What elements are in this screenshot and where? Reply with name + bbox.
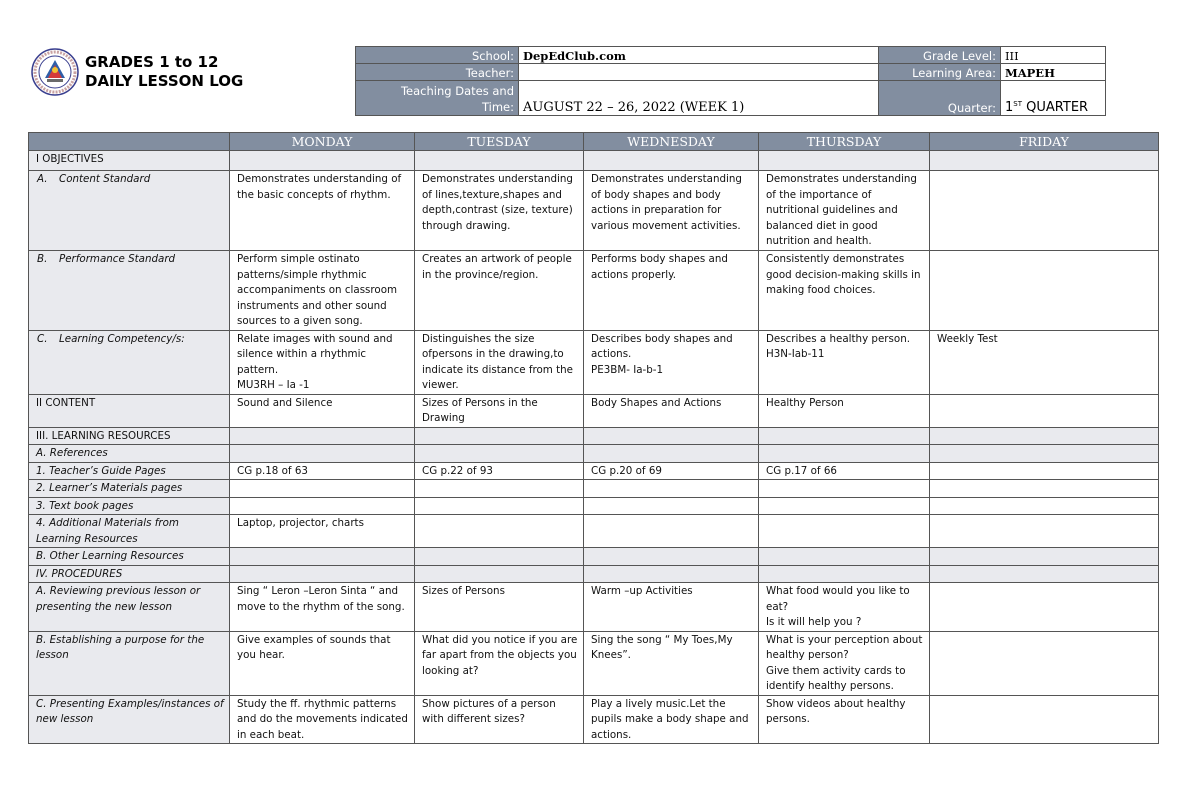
cell-monday: Perform simple ostinato patterns/simple rhythmic accompaniments on classroom instruments and other sound sources to a given song. bbox=[230, 251, 415, 331]
cell-wednesday: Play a lively music.Let the pupils make a body shape and actions. bbox=[584, 695, 759, 744]
row-label: C. Learning Competency/s: bbox=[29, 330, 230, 394]
cell-monday: Laptop, projector, charts bbox=[230, 515, 415, 548]
day-tuesday: TUESDAY bbox=[415, 133, 584, 151]
row-label: B. Other Learning Resources bbox=[29, 548, 230, 566]
row-label: IV. PROCEDURES bbox=[29, 565, 230, 583]
learning-area-value: MAPEH bbox=[1001, 64, 1106, 81]
cell-thursday: CG p.17 of 66 bbox=[759, 462, 930, 480]
cell-thursday: What is your perception about healthy person? Give them activity cards to identify healthy persons. bbox=[759, 631, 930, 695]
cell-wednesday bbox=[584, 515, 759, 548]
cell-thursday bbox=[759, 515, 930, 548]
cell-thursday: Show videos about healthy persons. bbox=[759, 695, 930, 744]
cell-tuesday bbox=[415, 515, 584, 548]
cell-friday bbox=[930, 394, 1159, 427]
document-title bbox=[85, 53, 243, 91]
cell-tuesday: Distinguishes the size ofpersons in the drawing,to indicate its distance from the viewer. bbox=[415, 330, 584, 394]
cell-friday bbox=[930, 251, 1159, 331]
other-resources-row bbox=[29, 548, 1159, 566]
teacher-label: Teacher: bbox=[356, 64, 519, 81]
row-label: 4. Additional Materials from Learning Resources bbox=[29, 515, 230, 548]
row-label: I OBJECTIVES bbox=[29, 151, 230, 171]
row-label: A. Content Standard bbox=[29, 171, 230, 251]
cell-tuesday: Demonstrates understanding of lines,texture,shapes and depth,contrast (size, texture) through drawing. bbox=[415, 171, 584, 251]
cell-thursday: What food would you like to eat? Is it will help you ? bbox=[759, 583, 930, 632]
cell-thursday: Demonstrates understanding of the importance of nutritional guidelines and balanced diet in good nutrition and health. bbox=[759, 171, 930, 251]
cell-wednesday: Demonstrates understanding of body shapes and body actions in preparation for various movement activities. bbox=[584, 171, 759, 251]
content-row bbox=[29, 394, 1159, 427]
learning-competency-row bbox=[29, 330, 1159, 394]
learning-area-label: Learning Area: bbox=[879, 64, 1001, 81]
row-label: III. LEARNING RESOURCES bbox=[29, 427, 230, 445]
quarter-label: Quarter: bbox=[879, 81, 1001, 116]
teaching-dates-label: Teaching Dates and Time: bbox=[356, 81, 519, 116]
purpose-row bbox=[29, 631, 1159, 695]
cell-tuesday: Sizes of Persons in the Drawing bbox=[415, 394, 584, 427]
corner-cell bbox=[29, 133, 230, 151]
teacher-value bbox=[519, 64, 879, 81]
cell-monday: Sing “ Leron –Leron Sinta “ and move to the rhythm of the song. bbox=[230, 583, 415, 632]
day-wednesday: WEDNESDAY bbox=[584, 133, 759, 151]
cell-friday bbox=[930, 515, 1159, 548]
day-friday: FRIDAY bbox=[930, 133, 1159, 151]
cell-tuesday: Creates an artwork of people in the province/region. bbox=[415, 251, 584, 331]
cell-friday bbox=[930, 583, 1159, 632]
presenting-row bbox=[29, 695, 1159, 744]
school-label: School: bbox=[356, 47, 519, 64]
cell-tuesday: Sizes of Persons bbox=[415, 583, 584, 632]
cell-monday: Sound and Silence bbox=[230, 394, 415, 427]
cell-wednesday: Performs body shapes and actions properly. bbox=[584, 251, 759, 331]
cell-wednesday: CG p.20 of 69 bbox=[584, 462, 759, 480]
cell-tuesday: What did you notice if you are far apart from the objects you looking at? bbox=[415, 631, 584, 695]
cell-monday: Study the ff. rhythmic patterns and do the movements indicated in each beat. bbox=[230, 695, 415, 744]
objectives-row bbox=[29, 151, 1159, 171]
cell-friday bbox=[930, 462, 1159, 480]
performance-standard-row bbox=[29, 251, 1159, 331]
textbook-pages-row bbox=[29, 497, 1159, 515]
cell-wednesday: Body Shapes and Actions bbox=[584, 394, 759, 427]
reviewing-row bbox=[29, 583, 1159, 632]
row-label: 2. Learner’s Materials pages bbox=[29, 480, 230, 498]
learning-resources-row bbox=[29, 427, 1159, 445]
deped-seal-icon bbox=[31, 48, 79, 96]
learners-materials-row bbox=[29, 480, 1159, 498]
cell-tuesday: Show pictures of a person with different sizes? bbox=[415, 695, 584, 744]
day-header-row bbox=[29, 133, 1159, 151]
additional-materials-row bbox=[29, 515, 1159, 548]
cell-tuesday: CG p.22 of 93 bbox=[415, 462, 584, 480]
row-label: II CONTENT bbox=[29, 394, 230, 427]
lesson-plan-table bbox=[28, 132, 1159, 744]
row-label: 3. Text book pages bbox=[29, 497, 230, 515]
row-label: A. Reviewing previous lesson or presenting the new lesson bbox=[29, 583, 230, 632]
title-line-2: DAILY LESSON LOG bbox=[85, 72, 244, 90]
cell-monday: Demonstrates understanding of the basic concepts of rhythm. bbox=[230, 171, 415, 251]
cell-monday: Give examples of sounds that you hear. bbox=[230, 631, 415, 695]
title-line-1: GRADES 1 to 12 bbox=[85, 53, 219, 71]
row-label: B. Performance Standard bbox=[29, 251, 230, 331]
grade-level-value: III bbox=[1001, 47, 1106, 64]
grade-level-label: Grade Level: bbox=[879, 47, 1001, 64]
teachers-guide-row bbox=[29, 462, 1159, 480]
cell-wednesday: Describes body shapes and actions. PE3BM- Ia-b-1 bbox=[584, 330, 759, 394]
cell-friday bbox=[930, 695, 1159, 744]
cell-monday: CG p.18 of 63 bbox=[230, 462, 415, 480]
cell-friday bbox=[930, 171, 1159, 251]
cell-monday: Relate images with sound and silence within a rhythmic pattern. MU3RH – Ia -1 bbox=[230, 330, 415, 394]
procedures-row bbox=[29, 565, 1159, 583]
cell-friday bbox=[930, 631, 1159, 695]
cell-wednesday: Warm –up Activities bbox=[584, 583, 759, 632]
teaching-dates-value: AUGUST 22 – 26, 2022 (WEEK 1) bbox=[519, 81, 879, 116]
cell-wednesday: Sing the song “ My Toes,My Knees”. bbox=[584, 631, 759, 695]
day-monday: MONDAY bbox=[230, 133, 415, 151]
quarter-value: 1ST QUARTER bbox=[1001, 81, 1106, 116]
row-label: A. References bbox=[29, 445, 230, 463]
header-info-table bbox=[355, 46, 1106, 116]
content-standard-row bbox=[29, 171, 1159, 251]
cell-thursday: Describes a healthy person. H3N-Iab-11 bbox=[759, 330, 930, 394]
cell-friday: Weekly Test bbox=[930, 330, 1159, 394]
day-thursday: THURSDAY bbox=[759, 133, 930, 151]
school-value: DepEdClub.com bbox=[519, 47, 879, 64]
references-row bbox=[29, 445, 1159, 463]
row-label: B. Establishing a purpose for the lesson bbox=[29, 631, 230, 695]
row-label: 1. Teacher’s Guide Pages bbox=[29, 462, 230, 480]
row-label: C. Presenting Examples/instances of new lesson bbox=[29, 695, 230, 744]
cell-thursday: Healthy Person bbox=[759, 394, 930, 427]
cell-thursday: Consistently demonstrates good decision-making skills in making food choices. bbox=[759, 251, 930, 331]
